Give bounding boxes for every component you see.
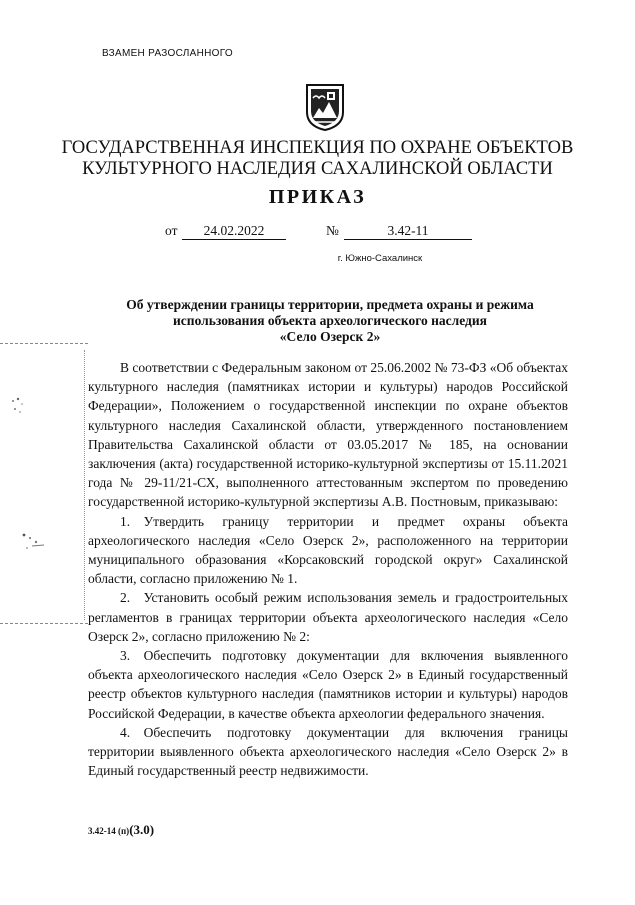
order-item-1: 1. Утвердить границу территории и предмет охраны объекта археологического наследия «Село Озерск 2», расположенного на территории муниципального образования «Корсаковский городской округ» Сахалинской области, согласно приложению № 1. <box>88 513 568 587</box>
subject-line2: использования объекта археологического наследия <box>173 313 487 328</box>
subject-line3: «Село Озерск 2» <box>279 329 381 344</box>
order-date: 24.02.2022 <box>182 223 286 240</box>
order-number: 3.42-11 <box>344 223 472 240</box>
order-item-3: 3. Обеспечить подготовку документации для включения выявленного объекта археологического наследия «Село Озерск 2» в Единый государственный реестр объектов культурного наследия (памятников истории и культуры) народов Российской Федерации, в качестве объекта археологии федерального значения. <box>88 648 568 721</box>
margin-line <box>0 343 88 345</box>
margin-line <box>0 623 88 625</box>
document-code-text: 3.42-14 (п) <box>88 826 130 836</box>
number-label: № <box>326 223 339 238</box>
order-item-4: 4. Обеспечить подготовку документации для включения границы территории выявленного объекта археологического наследия «Село Озерск 2» в Единый государственный реестр недвижимости. <box>88 724 568 779</box>
subject-line1: Об утверждении границы территории, предмета охраны и режима <box>126 297 534 312</box>
margin-line <box>84 350 86 620</box>
date-label: от <box>165 223 178 238</box>
org-title-line1: ГОСУДАРСТВЕННАЯ ИНСПЕКЦИЯ ПО ОХРАНЕ ОБЪЕКТОВ <box>61 138 574 158</box>
document-version: (3.0) <box>129 822 155 837</box>
scan-speckle <box>8 395 30 417</box>
org-title-line2: КУЛЬТУРНОГО НАСЛЕДИЯ САХАЛИНСКОЙ ОБЛАСТИ <box>82 159 553 179</box>
scan-speckle <box>18 530 48 554</box>
organization-title <box>40 138 595 180</box>
reissue-stamp: ВЗАМЕН РАЗОСЛАННОГО <box>102 48 233 59</box>
coat-of-arms-emblem <box>303 82 347 132</box>
document-type-title: ПРИКАЗ <box>268 186 367 208</box>
order-subject <box>90 297 570 345</box>
order-item-2: 2. Установить особый режим использования земель и градостроительных регламентов в границах территории объекта археологического наследия «Село Озерск 2», согласно приложению № 2: <box>88 590 568 644</box>
document-code <box>88 822 154 838</box>
city: г. Южно-Сахалинск <box>337 253 423 264</box>
order-body <box>88 358 568 780</box>
preamble-paragraph: В соответствии с Федеральным законом от 25.06.2002 № 73-ФЗ «Об объектах культурного наследия (памятниках истории и культуры) народов Российской Федерации», Положением о государственной инспекции по охране объектов культурного наследия Сахалинской области, утвержденного постановлением Правительства Сахалинской области от 03.05.2017 № 185, на основании заключения (акта) государственной историко-культурной экспертизы от 15.11.2021 года № 29-11/21-СХ, выполненного аттестованным экспертом по проведению государственной историко-культурной экспертизы А.В. Постновым, приказываю: <box>88 360 568 510</box>
